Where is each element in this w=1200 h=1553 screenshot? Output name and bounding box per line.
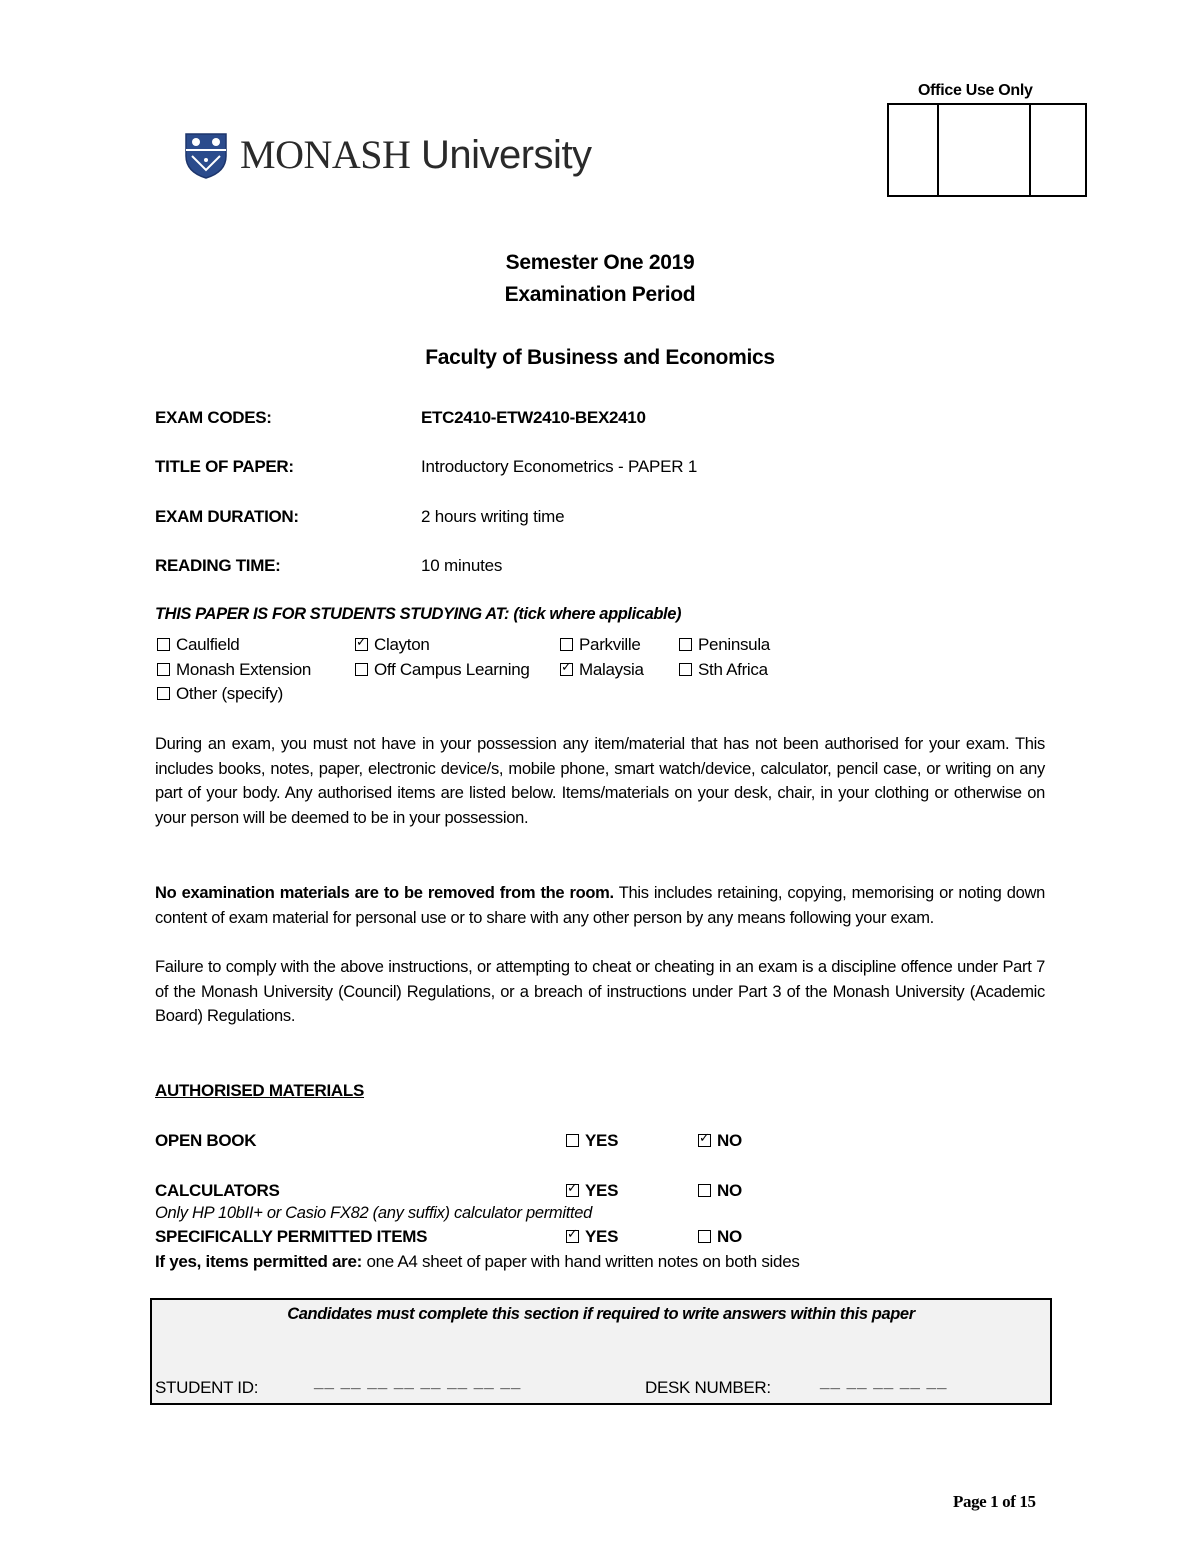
instructions-paragraph-3: Failure to comply with the above instructions, or attempting to cheat or cheating in an exam is a discipline offence under Part 7 of the Monash University (Council) Regulations, or a breach of instructions under Part 3 of the Monash University (Academic Board) Regulations. <box>155 958 1045 1026</box>
period-heading: Examination Period <box>504 283 696 306</box>
permitted-items-value: one A4 sheet of paper with hand written notes on both sides <box>362 1252 800 1271</box>
title-of-paper-value: Introductory Econometrics - PAPER 1 <box>421 457 698 476</box>
title-of-paper-label: TITLE OF PAPER: <box>155 457 294 476</box>
campus-option-caulfield[interactable]: Caulfield <box>157 635 239 655</box>
authorised-materials-title: AUTHORISED MATERIALS <box>155 1081 365 1100</box>
checked-checkbox-icon[interactable] <box>566 1184 579 1197</box>
logo-text-university: University <box>410 133 592 177</box>
checkbox-icon[interactable] <box>157 687 170 700</box>
student-id-input[interactable]: __ __ __ __ __ __ __ __ <box>314 1372 522 1391</box>
desk-number-label: DESK NUMBER: <box>645 1378 771 1397</box>
office-use-divider <box>937 105 939 195</box>
checkbox-icon[interactable] <box>679 663 692 676</box>
calculator-note: Only HP 10bII+ or Casio FX82 (any suffix) calculator permitted <box>155 1204 593 1222</box>
checkbox-icon[interactable] <box>679 638 692 651</box>
exam-codes-value: ETC2410-ETW2410-BEX2410 <box>421 408 646 427</box>
monash-crest-icon <box>182 130 230 180</box>
calculators-yes[interactable]: ✓ YES <box>566 1181 618 1201</box>
open-book-no[interactable]: ✓ NO <box>698 1131 742 1151</box>
office-use-box <box>887 103 1087 197</box>
campus-title: THIS PAPER IS FOR STUDENTS STUDYING AT: (tick where applicable) <box>155 605 682 623</box>
desk-number-input[interactable]: __ __ __ __ __ <box>820 1372 948 1391</box>
checked-checkbox-icon[interactable] <box>355 638 368 651</box>
checkbox-icon[interactable] <box>157 638 170 651</box>
checked-checkbox-icon[interactable] <box>566 1230 579 1243</box>
exam-codes-label: EXAM CODES: <box>155 408 272 427</box>
open-book-yes[interactable]: YES <box>566 1131 618 1151</box>
student-id-label: STUDENT ID: <box>155 1378 259 1397</box>
checkbox-icon[interactable] <box>560 638 573 651</box>
checked-checkbox-icon[interactable] <box>560 663 573 676</box>
office-use-label: Office Use Only <box>918 82 1033 99</box>
exam-duration-label: EXAM DURATION: <box>155 507 299 526</box>
instructions-paragraph-1: During an exam, you must not have in your possession any item/material that has not been authorised for your exam. This includes books, notes, paper, electronic device/s, mobile phone, smart watch/device, calculator, pencil case, or writing on any part of your body. Any authorised items are listed below. Items/materials on your desk, chair, in your clothing or otherwise on your person will be deemed to be in your possession. <box>155 735 1045 828</box>
campus-option-parkville[interactable]: Parkville <box>560 635 641 655</box>
checkbox-icon[interactable] <box>698 1184 711 1197</box>
checked-checkbox-icon[interactable] <box>698 1134 711 1147</box>
reading-time-label: READING TIME: <box>155 556 281 575</box>
no-removal-warning: No examination materials are to be removed from the room. <box>155 884 614 902</box>
open-book-label: OPEN BOOK <box>155 1131 257 1150</box>
checkbox-icon[interactable] <box>157 663 170 676</box>
permitted-items-label: SPECIFICALLY PERMITTED ITEMS <box>155 1227 428 1246</box>
exam-duration-value: 2 hours writing time <box>421 507 565 526</box>
faculty-heading: Faculty of Business and Economics <box>425 346 775 369</box>
campus-option-off-campus[interactable]: Off Campus Learning <box>355 660 530 680</box>
permitted-items-text <box>155 1252 800 1272</box>
logo-text-monash: MONASH <box>240 132 411 177</box>
campus-option-peninsula[interactable]: Peninsula <box>679 635 770 655</box>
permitted-items-no[interactable]: NO <box>698 1227 742 1247</box>
campus-option-clayton[interactable]: ✓ Clayton <box>355 635 430 655</box>
campus-option-other[interactable]: Other (specify) <box>157 684 283 704</box>
campus-option-sth-africa[interactable]: Sth Africa <box>679 660 768 680</box>
checkbox-icon[interactable] <box>698 1230 711 1243</box>
office-use-divider <box>1029 105 1031 195</box>
reading-time-value: 10 minutes <box>421 556 503 575</box>
permitted-items-yes[interactable]: ✓ YES <box>566 1227 618 1247</box>
checkbox-icon[interactable] <box>355 663 368 676</box>
campus-option-monash-extension[interactable]: Monash Extension <box>157 660 311 680</box>
instructions-paragraph-2 <box>155 881 1045 930</box>
campus-option-malaysia[interactable]: ✓ Malaysia <box>560 660 644 680</box>
candidate-section-box <box>150 1298 1052 1405</box>
semester-heading: Semester One 2019 <box>505 251 695 274</box>
permitted-items-prefix: If yes, items permitted are: <box>155 1252 363 1271</box>
page-number: Page 1 of 15 <box>953 1492 1036 1511</box>
checkbox-icon[interactable] <box>566 1134 579 1147</box>
candidate-section-title: Candidates must complete this section if required to write answers within this paper <box>287 1305 915 1323</box>
calculators-label: CALCULATORS <box>155 1181 280 1200</box>
no-removal-detail: This includes retaining, copying, memorising or noting down content of exam material for personal use or to share with any other person by any means following your exam. <box>155 884 1045 927</box>
calculators-no[interactable]: NO <box>698 1181 742 1201</box>
